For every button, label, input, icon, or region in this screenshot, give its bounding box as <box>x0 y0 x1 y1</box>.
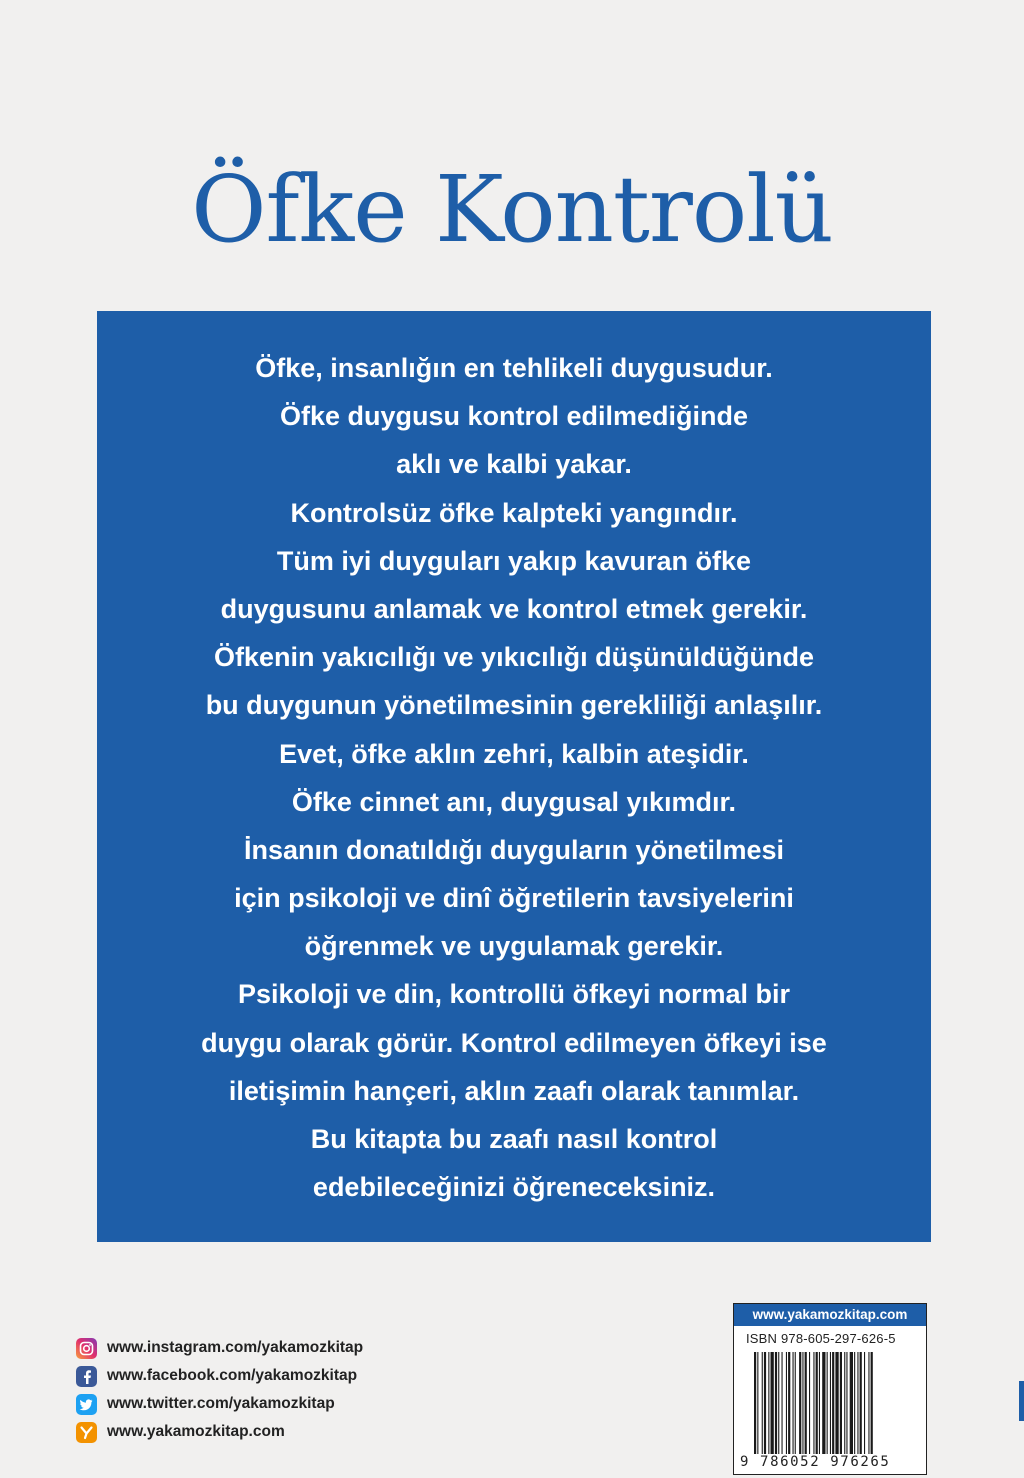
facebook-link[interactable] <box>76 1362 363 1390</box>
barcode-bar <box>819 1352 820 1454</box>
barcode-bar <box>871 1352 873 1454</box>
social-links <box>76 1334 363 1446</box>
barcode-bar <box>827 1352 828 1454</box>
barcode-bar <box>793 1352 794 1454</box>
blurb-line: Evet, öfke aklın zehri, kalbin ateşidir. <box>279 738 749 769</box>
edge-mark <box>1019 1381 1024 1421</box>
facebook-icon <box>76 1366 97 1387</box>
barcode-website: www.yakamozkitap.com <box>734 1304 926 1326</box>
blurb-text <box>97 344 931 1211</box>
blurb-line: İnsanın donatıldığı duyguların yönetilmesi <box>243 834 785 865</box>
barcode-bar <box>809 1352 810 1454</box>
barcode-bar <box>786 1352 787 1454</box>
barcode-digits: 9 786052 976265 <box>740 1454 891 1470</box>
instagram-icon <box>76 1338 97 1359</box>
barcode-bar <box>757 1352 758 1454</box>
barcode-bar <box>850 1352 853 1454</box>
barcode-bar <box>768 1352 769 1454</box>
twitter-url: www.twitter.com/yakamozkitap <box>107 1395 335 1412</box>
website-link[interactable] <box>76 1418 363 1446</box>
blurb-line: öğrenmek ve uygulamak gerekir. <box>304 931 724 962</box>
twitter-icon <box>76 1394 97 1415</box>
barcode-bar <box>832 1352 834 1454</box>
barcode-panel <box>733 1303 927 1475</box>
blurb-line: Öfke cinnet anı, duygusal yıkımdır. <box>291 786 737 817</box>
barcode-bar <box>860 1352 862 1454</box>
instagram-link[interactable] <box>76 1334 363 1362</box>
blurb-line: Psikoloji ve din, kontrollü öfkeyi normal bir <box>237 979 791 1010</box>
blurb-line: Tüm iyi duyguları yakıp kavuran öfke <box>276 545 752 576</box>
barcode-bar <box>830 1352 831 1454</box>
blurb-line: edebileceğinizi öğreneceksiniz. <box>312 1172 716 1203</box>
blurb-line: Öfke, insanlığın en tehlikeli duygusudur. <box>255 353 773 383</box>
barcode-bars <box>754 1352 910 1454</box>
blurb-line: duygu olarak görür. Kontrol edilmeyen öfkeyi ise <box>201 1027 827 1058</box>
blurb-line: iletişimin hançeri, aklın zaafı olarak tanımlar. <box>228 1075 800 1106</box>
blurb-line: Öfkenin yakıcılığı ve yıkıcılığı düşünüldüğünde <box>213 642 815 673</box>
book-title: Öfke Kontrolü <box>191 156 833 263</box>
yakamoz-logo-icon <box>76 1422 97 1443</box>
website-url: www.yakamozkitap.com <box>107 1423 285 1440</box>
barcode-bar <box>857 1352 858 1454</box>
barcode-bar <box>788 1352 790 1454</box>
barcode-bar <box>840 1352 842 1454</box>
blurb-line: için psikoloji ve dinî öğretilerin tavsiyelerini <box>234 883 794 914</box>
barcode-bar <box>844 1352 845 1454</box>
barcode-bar <box>754 1352 756 1454</box>
barcode-bar <box>799 1352 801 1454</box>
barcode-bar <box>764 1352 766 1454</box>
blurb-line: Bu kitapta bu zaafı nasıl kontrol <box>310 1124 718 1154</box>
blurb-line: Öfke duygusu kontrol edilmediğinde <box>279 401 749 432</box>
barcode-bar <box>864 1352 865 1454</box>
barcode-bar <box>802 1352 803 1454</box>
barcode-bar <box>762 1352 763 1454</box>
isbn-number: ISBN 978-605-297-626-5 <box>746 1331 896 1346</box>
barcode-bar <box>771 1352 774 1454</box>
twitter-link[interactable] <box>76 1390 363 1418</box>
barcode-bar <box>782 1352 783 1454</box>
barcode-bar <box>778 1352 779 1454</box>
blurb-line: aklı ve kalbi yakar. <box>396 449 632 480</box>
barcode-bar <box>854 1352 855 1454</box>
facebook-url: www.facebook.com/yakamozkitap <box>107 1367 358 1384</box>
instagram-url: www.instagram.com/yakamozkitap <box>107 1339 364 1356</box>
barcode-bar <box>835 1352 838 1454</box>
barcode-bar <box>816 1352 818 1454</box>
barcode-bar <box>795 1352 796 1454</box>
barcode-bar <box>846 1352 847 1454</box>
blurb-line: Kontrolsüz öfke kalpteki yangındır. <box>290 497 738 528</box>
barcode-bar <box>868 1352 869 1454</box>
barcode-bar <box>775 1352 777 1454</box>
barcode-bar <box>805 1352 807 1454</box>
blurb-line: bu duygunun yönetilmesinin gerekliliği anlaşılır. <box>205 690 823 721</box>
blurb-line: duygusunu anlamak ve kontrol etmek gerekir. <box>220 593 808 624</box>
barcode-bar <box>813 1352 814 1454</box>
barcode-bar <box>822 1352 825 1454</box>
blurb-panel <box>97 311 931 1242</box>
